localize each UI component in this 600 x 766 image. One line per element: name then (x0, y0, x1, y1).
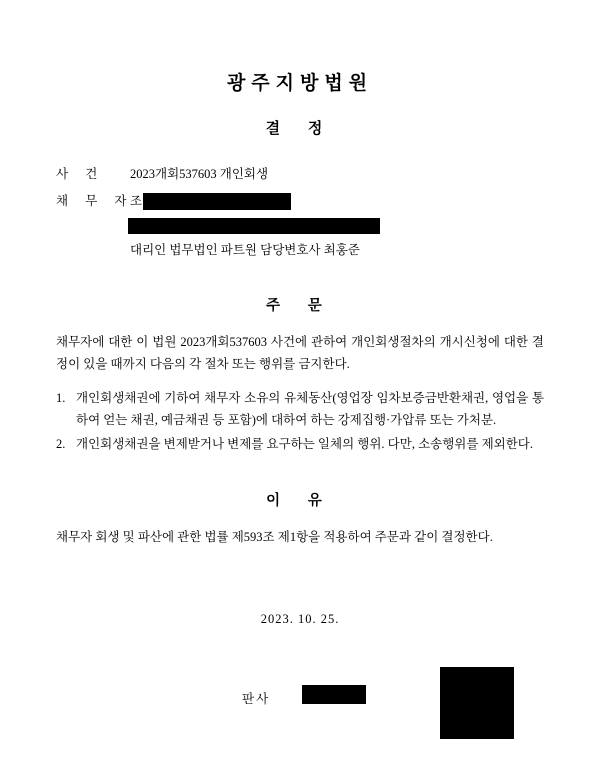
redaction-block-judge-name (302, 685, 366, 704)
order-item-text: 개인회생채권에 기하여 채무자 소유의 유체동산(영업장 임차보증금반환채권, 영업을 통하여 얻는 채권, 예금채권 등 포함)에 대하여 하는 강제집행·가압류 또는 가처분. (76, 391, 544, 427)
field-row-case (56, 164, 544, 184)
field-label-case: 사 건 (56, 167, 105, 181)
order-item-number: 1. (56, 391, 66, 405)
redaction-block-court-seal (440, 667, 514, 739)
order-paragraph: 채무자에 대한 이 법원 2023개회537603 사건에 관하여 개인회생절차의 개시신청에 대한 결정이 있을 때까지 다음의 각 절차 또는 행위를 금지한다. (56, 335, 544, 371)
order-list-item (56, 387, 544, 431)
court-title: 광주지방법원 (226, 73, 374, 94)
document-page (0, 68, 600, 766)
field-row-debtor (56, 191, 544, 211)
reason-paragraph: 채무자 회생 및 파산에 관한 법률 제593조 제1항을 적용하여 주문과 같이 결정한다. (56, 530, 493, 544)
order-item-number: 2. (56, 437, 66, 451)
redaction-block-debtor-name (143, 193, 291, 210)
order-item-text: 개인회생채권을 변제받거나 변제를 요구하는 일체의 행위. 다만, 소송행위를 제외한다. (76, 437, 534, 451)
field-value-debtor (130, 191, 544, 211)
order-item-list (56, 387, 544, 455)
judge-signature-row (56, 675, 544, 723)
redaction-block-debtor-address (128, 218, 380, 234)
field-label-debtor: 채 무 자 (56, 194, 134, 208)
section-heading-order: 주 문 (266, 298, 334, 314)
order-list-item (56, 433, 544, 455)
judge-label: 판사 (242, 692, 271, 706)
case-fields (56, 164, 544, 260)
document-kind-heading: 결 정 (265, 121, 335, 137)
decision-date: 2023. 10. 25. (260, 612, 340, 626)
section-heading-reason: 이 유 (266, 493, 334, 509)
debtor-name-prefix: 조 (130, 194, 143, 208)
field-value-case: 2023개회537603 개인회생 (130, 167, 269, 181)
legal-agent-line: 대리인 법무법인 파트원 담당변호사 최홍준 (130, 243, 360, 257)
